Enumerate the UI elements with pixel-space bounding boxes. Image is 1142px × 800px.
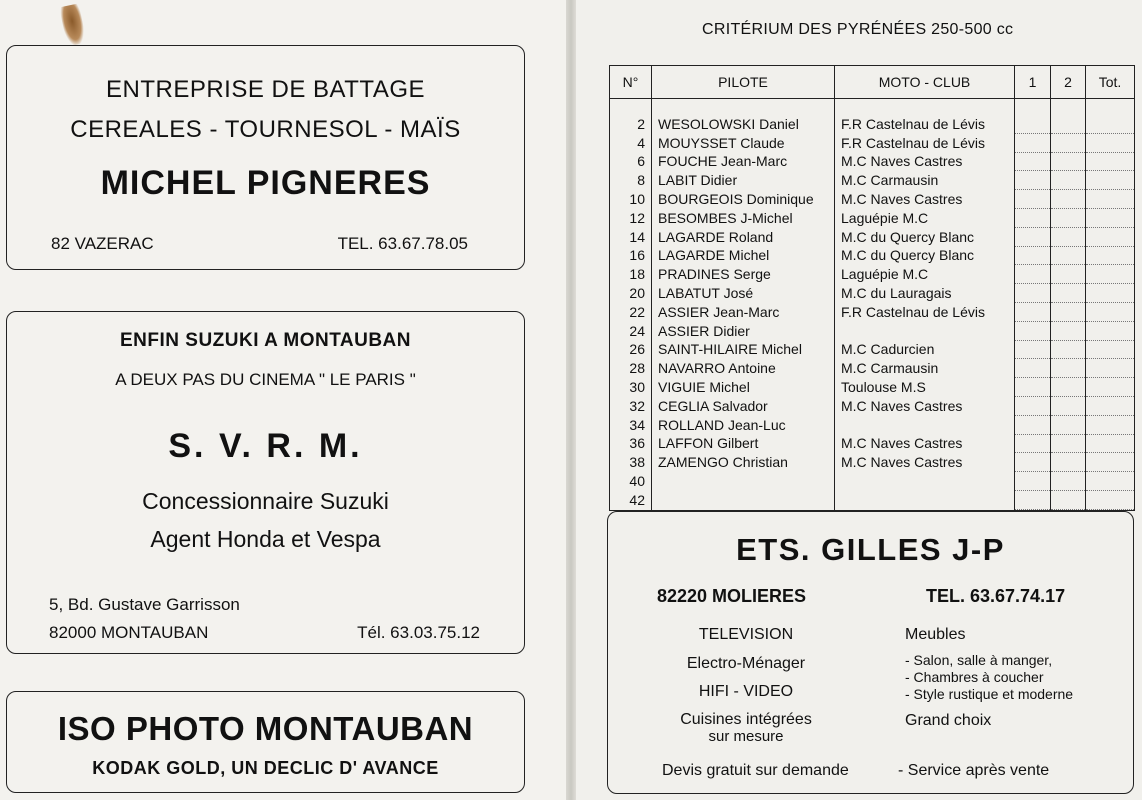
score-total [1086,396,1135,415]
score-run1 [1015,453,1051,472]
table-row [610,302,1135,321]
table-spacer-cell [1086,99,1135,116]
ad-svrm-city: 82000 MONTAUBAN [49,623,209,642]
table-row [610,415,1135,434]
ad-svrm-headline: ENFIN SUZUKI A MONTAUBAN [120,330,411,351]
score-run2 [1051,284,1086,303]
ad-battage [6,45,525,270]
ad-gilles-right-bottom: Grand choix [905,712,992,729]
ad-svrm-address: 5, Bd. Gustave Garrisson [49,595,240,614]
rider-club: Laguépie M.C [835,208,1015,227]
table-row [610,284,1135,303]
rider-pilot: ASSIER Jean-Marc [652,302,835,321]
score-run2 [1051,246,1086,265]
rider-pilot: ZAMENGO Christian [652,453,835,472]
rider-club: M.C Naves Castres [835,152,1015,171]
score-total [1086,284,1135,303]
table-row [610,490,1135,509]
rider-number: 20 [610,284,652,303]
rider-club [835,490,1015,509]
rider-number: 24 [610,321,652,340]
score-run2 [1051,171,1086,190]
col-header-club: MOTO - CLUB [835,66,1015,99]
ad-svrm-name: S. V. R. M. [168,427,363,465]
score-run2 [1051,115,1086,133]
race-title: CRITÉRIUM DES PYRÉNÉES 250-500 cc [702,21,1014,38]
rider-club [835,321,1015,340]
ad-battage-phone: TEL. 63.67.78.05 [337,234,468,253]
ad-gilles [607,511,1134,794]
rider-number: 30 [610,378,652,397]
rider-number: 6 [610,152,652,171]
ad-gilles-footer-right: - Service après vente [898,762,1050,779]
ad-iso-photo [6,691,525,793]
rider-club: M.C Naves Castres [835,453,1015,472]
rider-pilot [652,490,835,509]
rider-number: 10 [610,190,652,209]
ad-gilles-name: ETS. GILLES J-P [736,532,1005,567]
ad-svrm-line3: Concessionnaire Suzuki [142,488,389,514]
rider-pilot: NAVARRO Antoine [652,359,835,378]
score-run1 [1015,208,1051,227]
rider-number: 28 [610,359,652,378]
table-row [610,321,1135,340]
ad-iso-photo-slogan: KODAK GOLD, UN DECLIC D' AVANCE [92,758,439,778]
table-row [610,265,1135,284]
table-spacer-cell [1015,99,1051,116]
score-run2 [1051,133,1086,152]
score-run2 [1051,415,1086,434]
table-row [610,246,1135,265]
score-total [1086,340,1135,359]
table-row [610,115,1135,133]
ad-gilles-footer-left: Devis gratuit sur demande [662,762,849,779]
score-run2 [1051,453,1086,472]
score-total [1086,171,1135,190]
score-run1 [1015,321,1051,340]
rider-pilot: MOUYSSET Claude [652,133,835,152]
col-header-num: N° [610,66,652,99]
score-total [1086,115,1135,133]
rider-number: 16 [610,246,652,265]
table-row [610,190,1135,209]
ad-gilles-left-5: sur mesure [708,728,784,745]
score-total [1086,133,1135,152]
score-total [1086,472,1135,491]
rider-pilot: LAGARDE Roland [652,227,835,246]
rider-number: 22 [610,302,652,321]
rider-club [835,415,1015,434]
rider-number: 40 [610,472,652,491]
table-row [610,208,1135,227]
table-spacer-row [610,99,1135,116]
score-run1 [1015,472,1051,491]
score-total [1086,246,1135,265]
score-total [1086,302,1135,321]
rider-pilot: LAFFON Gilbert [652,434,835,453]
rider-club: Toulouse M.S [835,378,1015,397]
rider-club: M.C Cadurcien [835,340,1015,359]
rider-club: M.C Carmausin [835,171,1015,190]
rider-number: 8 [610,171,652,190]
table-spacer-cell [652,99,835,116]
page-spine [566,0,576,800]
score-run2 [1051,302,1086,321]
rider-pilot: WESOLOWSKI Daniel [652,115,835,133]
rider-pilot: LABIT Didier [652,171,835,190]
table-row [610,396,1135,415]
rider-club: M.C Naves Castres [835,434,1015,453]
score-total [1086,190,1135,209]
ad-gilles-left-1: TELEVISION [698,626,794,643]
score-run2 [1051,265,1086,284]
ad-gilles-left-3: HIFI - VIDEO [698,683,794,700]
rider-club: M.C du Quercy Blanc [835,246,1015,265]
rider-club: M.C Carmausin [835,359,1015,378]
score-run2 [1051,396,1086,415]
score-run1 [1015,190,1051,209]
ad-svrm-subline: A DEUX PAS DU CINEMA " LE PARIS " [115,370,416,389]
rider-pilot: LABATUT José [652,284,835,303]
ad-svrm-phone: Tél. 63.03.75.12 [357,623,480,642]
table-row [610,472,1135,491]
score-run1 [1015,152,1051,171]
ad-gilles-phone: TEL. 63.67.74.17 [926,586,1066,606]
score-total [1086,453,1135,472]
table-row [610,227,1135,246]
ad-gilles-right-1: - Salon, salle à manger, [905,652,1053,668]
table-spacer-cell [1051,99,1086,116]
rider-pilot: VIGUIE Michel [652,378,835,397]
score-run1 [1015,115,1051,133]
score-total [1086,152,1135,171]
score-total [1086,265,1135,284]
table-row [610,340,1135,359]
table-row [610,378,1135,397]
table-row [610,434,1135,453]
col-header-run1: 1 [1015,66,1051,99]
score-total [1086,434,1135,453]
rider-club: F.R Castelnau de Lévis [835,133,1015,152]
score-run2 [1051,321,1086,340]
score-run1 [1015,490,1051,509]
rider-club [835,472,1015,491]
rider-pilot: CEGLIA Salvador [652,396,835,415]
rider-club: Laguépie M.C [835,265,1015,284]
rider-club: M.C du Quercy Blanc [835,227,1015,246]
score-run1 [1015,284,1051,303]
col-header-total: Tot. [1086,66,1135,99]
rider-pilot: FOUCHE Jean-Marc [652,152,835,171]
race-table [609,65,1135,511]
rider-pilot: SAINT-HILAIRE Michel [652,340,835,359]
rider-club: F.R Castelnau de Lévis [835,302,1015,321]
score-total [1086,378,1135,397]
score-run1 [1015,133,1051,152]
score-total [1086,208,1135,227]
ad-gilles-right-title: Meubles [905,626,966,643]
score-total [1086,227,1135,246]
rider-number: 38 [610,453,652,472]
score-run1 [1015,359,1051,378]
ad-gilles-left-2: Electro-Ménager [686,655,806,672]
rider-number: 34 [610,415,652,434]
score-run2 [1051,378,1086,397]
score-total [1086,359,1135,378]
table-row [610,133,1135,152]
rider-number: 18 [610,265,652,284]
rider-pilot: LAGARDE Michel [652,246,835,265]
score-run2 [1051,340,1086,359]
rider-club: F.R Castelnau de Lévis [835,115,1015,133]
score-run1 [1015,378,1051,397]
rider-pilot: BESOMBES J-Michel [652,208,835,227]
score-run2 [1051,434,1086,453]
score-run2 [1051,472,1086,491]
ad-gilles-right-3: - Style rustique et moderne [905,686,1074,702]
rider-number: 26 [610,340,652,359]
score-total [1086,321,1135,340]
rider-number: 42 [610,490,652,509]
score-run1 [1015,434,1051,453]
rider-club: M.C du Lauragais [835,284,1015,303]
col-header-run2: 2 [1051,66,1086,99]
rider-club: M.C Naves Castres [835,396,1015,415]
score-run1 [1015,246,1051,265]
score-run1 [1015,396,1051,415]
score-run2 [1051,208,1086,227]
rider-number: 14 [610,227,652,246]
rider-number: 32 [610,396,652,415]
rider-pilot: BOURGEOIS Dominique [652,190,835,209]
score-run1 [1015,227,1051,246]
table-row [610,152,1135,171]
rider-number: 4 [610,133,652,152]
score-run1 [1015,171,1051,190]
table-spacer-cell [835,99,1015,116]
score-run2 [1051,359,1086,378]
score-run1 [1015,340,1051,359]
ad-gilles-right-2: - Chambres à coucher [905,669,1044,685]
ad-svrm [6,311,525,654]
score-total [1086,490,1135,509]
ad-iso-photo-name: ISO PHOTO MONTAUBAN [57,710,474,747]
ad-gilles-city: 82220 MOLIERES [657,586,807,606]
rider-pilot [652,472,835,491]
ad-svrm-line4: Agent Honda et Vespa [150,526,381,552]
ad-gilles-left-4: Cuisines intégrées [680,711,812,728]
score-run2 [1051,490,1086,509]
col-header-pilot: PILOTE [652,66,835,99]
rider-number: 12 [610,208,652,227]
table-spacer-cell [610,99,652,116]
ad-battage-location: 82 VAZERAC [51,234,154,253]
rider-number: 2 [610,115,652,133]
score-total [1086,415,1135,434]
score-run2 [1051,190,1086,209]
rider-pilot: PRADINES Serge [652,265,835,284]
score-run1 [1015,265,1051,284]
score-run1 [1015,415,1051,434]
score-run2 [1051,152,1086,171]
score-run2 [1051,227,1086,246]
score-run1 [1015,302,1051,321]
ad-battage-name: MICHEL PIGNERES [100,164,431,202]
table-row [610,453,1135,472]
ad-battage-line2: CEREALES - TOURNESOL - MAÏS [70,116,461,143]
rider-pilot: ASSIER Didier [652,321,835,340]
table-header-row [610,66,1135,99]
rider-number: 36 [610,434,652,453]
rider-club: M.C Naves Castres [835,190,1015,209]
ad-battage-line1: ENTREPRISE DE BATTAGE [106,76,425,103]
table-row [610,171,1135,190]
table-row [610,359,1135,378]
rider-pilot: ROLLAND Jean-Luc [652,415,835,434]
